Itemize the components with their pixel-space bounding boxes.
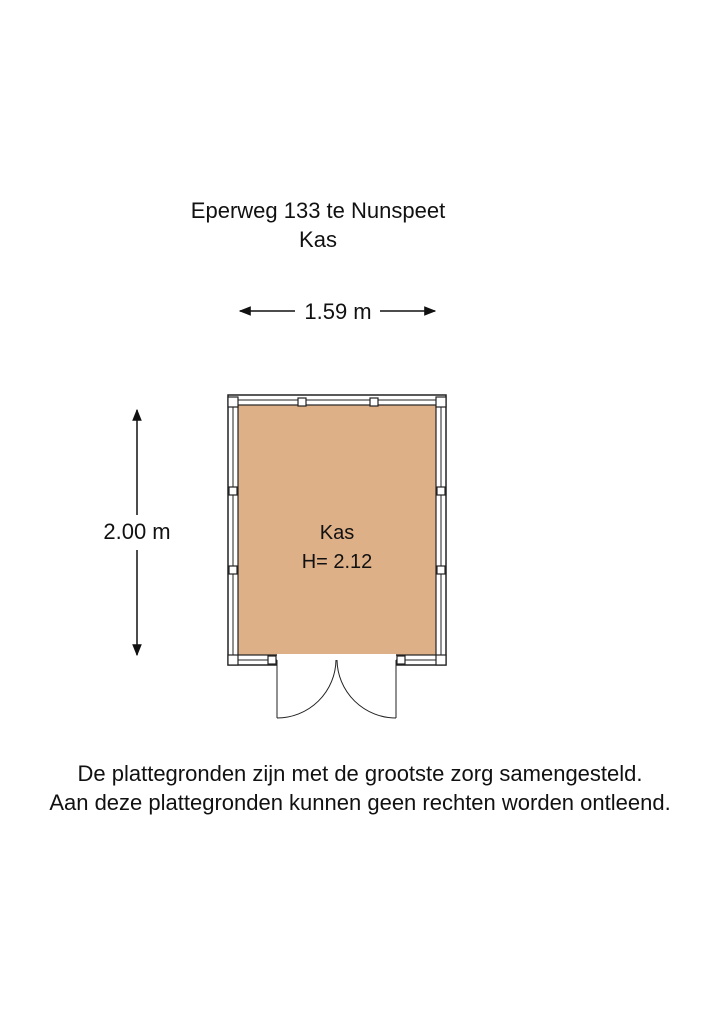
door-opening: [277, 654, 396, 666]
room-height-label: H= 2.12: [301, 551, 373, 573]
post-right-2: [437, 566, 445, 574]
post-corner-bl: [228, 655, 238, 665]
post-top-1: [298, 398, 306, 406]
door-swing-right: [337, 660, 396, 718]
disclaimer-line-1: De plattegronden zijn met de grootste zorg samengesteld.: [77, 761, 643, 786]
height-label: 2.00 m: [103, 519, 171, 544]
post-corner-br: [436, 655, 446, 665]
post-corner-tr: [436, 397, 446, 407]
post-door-left: [268, 656, 276, 664]
double-door: [277, 654, 396, 718]
plan-address-title: Eperweg 133 te Nunspeet: [190, 198, 446, 223]
post-door-right: [397, 656, 405, 664]
post-left-1: [229, 487, 237, 495]
disclaimer-line-2: Aan deze plattegronden kunnen geen rechten worden ontleend.: [49, 790, 671, 815]
height-dimension: [103, 410, 170, 655]
plan-room-title: Kas: [299, 227, 337, 252]
room-name-label: Kas: [319, 522, 355, 544]
post-left-2: [229, 566, 237, 574]
post-corner-tl: [228, 397, 238, 407]
post-top-2: [370, 398, 378, 406]
width-label: 1.59 m: [304, 299, 372, 324]
post-right-1: [437, 487, 445, 495]
door-swing-left: [277, 660, 336, 718]
width-dimension: [240, 299, 435, 324]
